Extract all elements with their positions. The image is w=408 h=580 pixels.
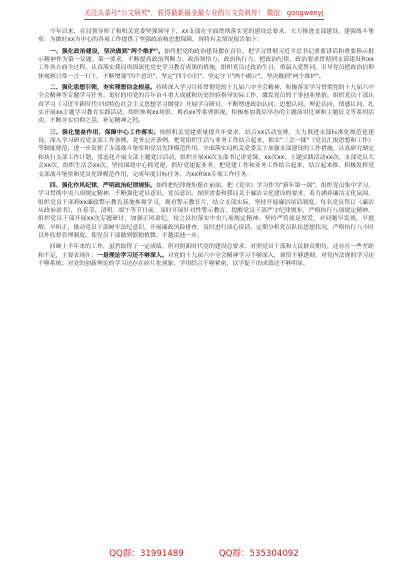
review-text: 回顾上半年来的工作，虽然取得了一定成绩，但对照新时代党的建设总要求、对照党员干部和人民群众期待，还存在一些差距和不足，主要表现在：: [38, 244, 374, 259]
header-divider: [84, 19, 324, 20]
review-paragraph: [38, 243, 374, 268]
section-discipline-heading: 四、强化作风纪律，严明政治纪律规矩。: [49, 182, 157, 189]
intro-text: 今年以来，在局领导班子和机关党委坚强领导下，xx支部在全面贯彻落实党的建设总要求，大力推进支部建设，建强战斗堡垒，为做好xx为中心的各项工作提供了坚强政治和思想保障。现将有关情况报告如下：: [38, 29, 374, 44]
section-fortress-heading: 三、强化堡垒作用，保障中心工作落实。: [49, 129, 160, 136]
review-tail: 对党的十九届六中全会精神学习不够深入，领悟不够透彻，对党内法规的学习还不够系统；对党的创新理论的学习还存在碎片化现象，学用结合不够紧密，以学促干的成效还不够明显。: [38, 252, 375, 267]
section-ideology-heading: 二、强化思想引领，夯实理想信念根基。: [49, 85, 156, 92]
section-political-text: 始终把党的政治建设摆在首位，把学习贯彻习近平总书记重要讲话和重要指示批示精神作为第一议题、第一要求，不断提高政治判断力、政治领悟力、政治执行力。把政治纪律、政治要求贯彻到支部建设和xx工作各方面全过程。认真落实我局巩固深化党史学习教育成果的措施，组织党员过政治生日，重温入党誓词，引导党员把政治信仰体现到日常一言一行上，不断增强"四个意识"，坚定"四个自信"，坚定守卫"两个确立"，坚决做到"两个维护"。: [38, 48, 375, 80]
section-political-heading: 一、强化政治建设，坚决做到"两个维护"。: [49, 48, 165, 55]
review-highlight: 一是理论学习还不够深入。: [96, 252, 168, 259]
section-discipline: [38, 182, 374, 240]
section-political: [38, 48, 374, 81]
section-fortress: [38, 129, 374, 179]
document-body: [38, 28, 374, 270]
section-ideology: [38, 84, 374, 126]
footer-qq-group-1: QQ群：31991489: [109, 549, 184, 559]
footer-contacts: [0, 541, 408, 561]
intro-paragraph: [38, 28, 374, 45]
section-discipline-text: 始终把纪律规矩挺在前面，把《党章》学习作为"新年第一课"，组织党员集中学习，学习贯彻中央八项规定精神，不断强化党员意识，党员意识。按照省委和我局关于廉洁文化建设的要求，着力涵养廉洁文化氛围，组织党员干部到xx廉政警示教育基地参观学习，观看警示教育片，结合支部实际，坚持开展廉洁谈话制度，每名党员签订《廉洁从政承诺书》，在春节、清明、端午等节日前，及时开展针对性警示教育，提醒党员干部严守纪律规矩，严格执行八项规定精神，组织党员干部开展xx次专题研讨，加强正风肃纪，持之以恒落实中央八项规定精神。坚持严管就是厚爱，对问题早发现、早提醒、早纠正，推动党员干部树牢法纪意识，开展廉政风险排查，及时进行谈心谈话，定期分析党员队伍思想状况，严格执行八小时以外监督管理制度，使党员干部做到慎独慎微、不越雷池一步。: [38, 182, 375, 239]
section-fortress-text: 按照机关党建质量提升年要求，结合xx活动安排，大力推进支部标准化规范化建设。深入学习研究党支部工作条例、党务公开条例，把党组织生活与业务工作结合起来，抓实"三会一课"《党员汇报思想和工作》等制度规范，进一步发挥了支部战斗堡垒和党员先锋模范作用。全面落实局机关党委关于加强支部建设的工作措施，认真研究制定和执行支部工作计划，常态化开展支部主题党日活动，组织开展xx次支部书记讲党课，xx次xx、主题实践活动xx次，支部党员大会xx次，组织生活会xx次。坚持围绕中心抓党建，抓好党建促业务，把党建工作和业务工作结合起来，结合起来推，积极发挥党支部战斗堡垒和党员先锋模范作用，完成年度目标任务，为xx和xx专项工作任务。: [38, 129, 374, 178]
footer-qq-group-2: QQ群：535304092: [218, 549, 299, 559]
header-banner-text: 关注头条号"公文研究"，获得最新最全最专业的公文资料库！ 微信：gongwenyj: [84, 9, 324, 17]
section-ideology-text: 持续深入学习宣传贯彻党的十九届六中全会精神，积极落实学习贯彻党的十九届六中全会精神等专题学习任务。更好的用党的百年奋斗重大成就和历史经验指导实际工作，激发党员的干事创业热情。组织党员干部认真学习《习近平新时代中国特色社会主义思想学习纲要》开展学习研讨，不断增进政治认同、思想认同、理论认同、情感认同。扎实开展xx主题学习教育实践活动，组织参观xx场馆、观看xx等系列影视，积极参加我局举办的主题演讲比赛和主题征文等系列活动，不断夯实信仰之基、补足精神之钙。: [38, 85, 375, 125]
